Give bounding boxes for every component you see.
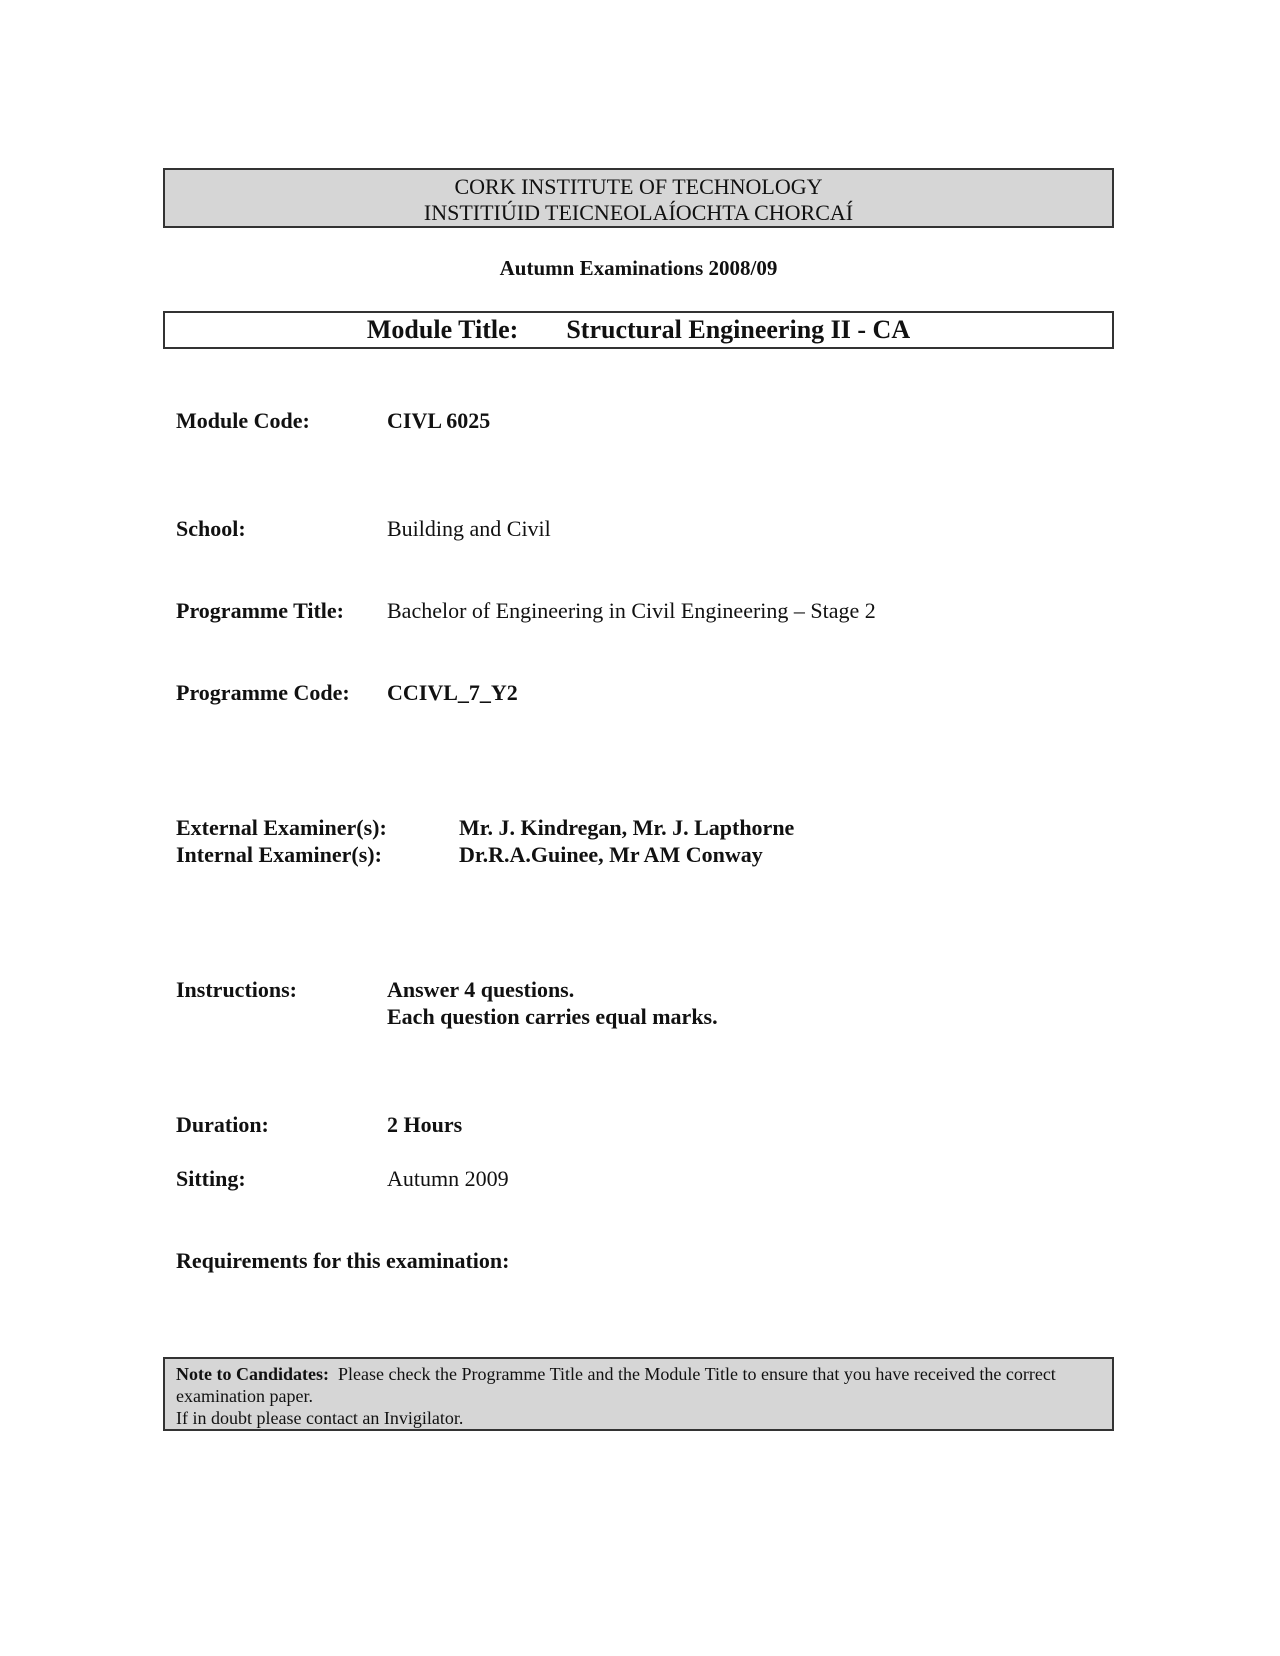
module-code-label: Module Code: [176, 408, 310, 433]
instructions-label: Instructions: [176, 977, 298, 1002]
module-code-value: CIVL 6025 [387, 408, 491, 433]
programme-title-value: Bachelor of Engineering in Civil Engineering – Stage 2 [387, 598, 876, 623]
exam-session-title: Autumn Examinations 2008/09 [499, 256, 778, 280]
note-body: Please check the Programme Title and the Module Title to ensure that you have received the correct examination paper. [176, 1364, 1056, 1406]
duration-label: Duration: [176, 1112, 269, 1137]
note-label: Note to Candidates: [176, 1364, 329, 1384]
programme-title-label: Programme Title: [176, 598, 345, 623]
note-text [176, 1363, 1101, 1407]
instructions-line-2: Each question carries equal marks. [387, 1004, 718, 1029]
institution-name-irish: INSTITIÚID TEICNEOLAÍOCHTA CHORCAÍ [423, 200, 854, 225]
module-title-box [163, 311, 1114, 349]
external-examiners-label: External Examiner(s): [176, 815, 387, 840]
school-label: School: [176, 516, 246, 541]
requirements-label: Requirements for this examination: [176, 1248, 510, 1273]
note-to-candidates [163, 1357, 1114, 1431]
internal-examiners-value: Dr.R.A.Guinee, Mr AM Conway [459, 842, 763, 867]
school-value: Building and Civil [387, 516, 551, 541]
duration-value: 2 Hours [387, 1112, 463, 1137]
module-title-label: Module Title: [366, 315, 519, 344]
sitting-label: Sitting: [176, 1166, 246, 1191]
programme-code-value: CCIVL_7_Y2 [387, 680, 518, 705]
sitting-value: Autumn 2009 [387, 1166, 509, 1191]
external-examiners-value: Mr. J. Kindregan, Mr. J. Lapthorne [459, 815, 795, 840]
institution-name-english: CORK INSTITUTE OF TECHNOLOGY [454, 174, 823, 199]
note-line-2: If in doubt please contact an Invigilator. [176, 1408, 464, 1428]
internal-examiners-label: Internal Examiner(s): [176, 842, 382, 867]
programme-code-label: Programme Code: [176, 680, 350, 705]
module-title-value: Structural Engineering II - CA [566, 315, 911, 344]
instructions-line-1: Answer 4 questions. [387, 977, 575, 1002]
institution-header [163, 168, 1114, 228]
